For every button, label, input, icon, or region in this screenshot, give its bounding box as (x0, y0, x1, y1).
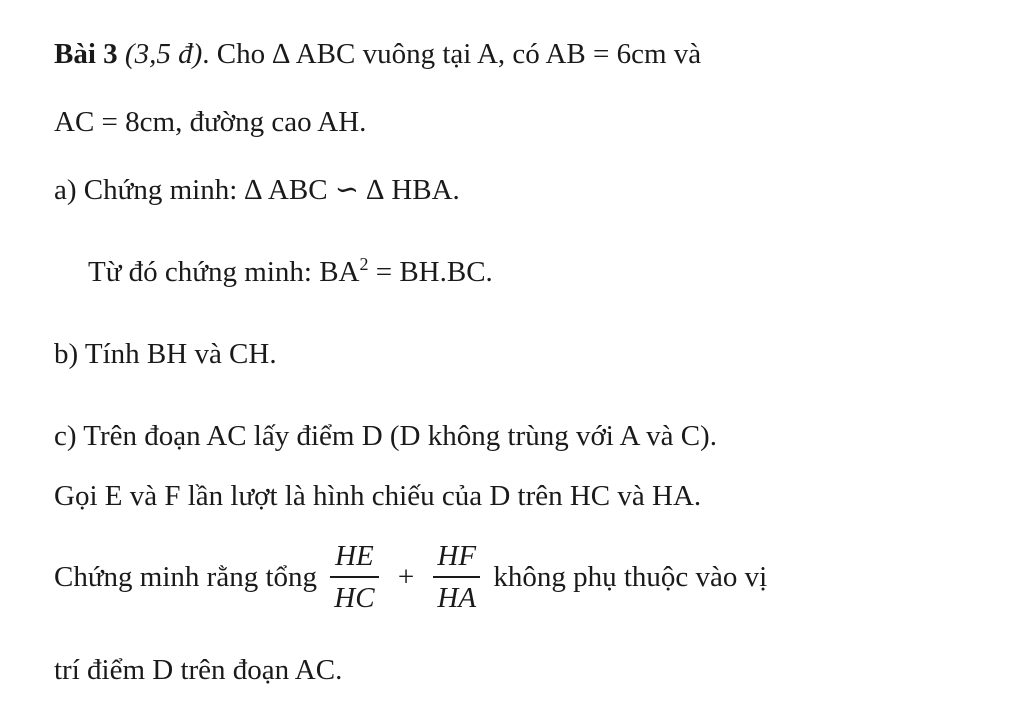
part-a-line-2-suffix: = BH.BC. (368, 256, 493, 288)
part-b-line-1: b) Tính BH và CH. (54, 338, 277, 370)
problem-intro-line-2: AC = 8cm, đường cao AH. (54, 106, 367, 138)
part-c-line-4: trí điểm D trên đoạn AC. (54, 654, 343, 686)
problem-intro-text-1: . Cho ∆ ABC vuông tại A, có AB = 6cm và (202, 38, 702, 70)
fraction-1-denominator: HC (334, 582, 375, 614)
plus-sign: + (397, 560, 415, 593)
fraction-hf-ha (433, 540, 480, 614)
fraction-1-numerator: HE (330, 540, 378, 578)
part-a-line-2-prefix: Từ đó chứng minh: BA (88, 256, 360, 288)
part-c-line-1: c) Trên đoạn AC lấy điểm D (D không trùng với A và C). (54, 420, 717, 452)
part-c-line-2: Gọi E và F lần lượt là hình chiếu của D trên HC và HA. (54, 480, 702, 512)
problem-points: (3,5 đ) (124, 38, 203, 70)
fraction-he-hc (330, 540, 378, 614)
part-c-line-3 (54, 540, 767, 614)
fraction-2-denominator: HA (437, 582, 477, 614)
problem-intro-line-1 (54, 36, 701, 72)
part-c-line-3-prefix: Chứng minh rằng tổng (54, 560, 318, 593)
problem-heading: Bài 3 (54, 38, 118, 70)
part-a-line-1: a) Chứng minh: ∆ ABC ∽ ∆ HBA. (54, 174, 460, 206)
part-c-line-3-suffix: không phụ thuộc vào vị (493, 560, 768, 593)
part-a-line-2 (88, 254, 493, 290)
part-a-exponent: 2 (359, 254, 369, 274)
fraction-2-numerator: HF (433, 540, 480, 578)
